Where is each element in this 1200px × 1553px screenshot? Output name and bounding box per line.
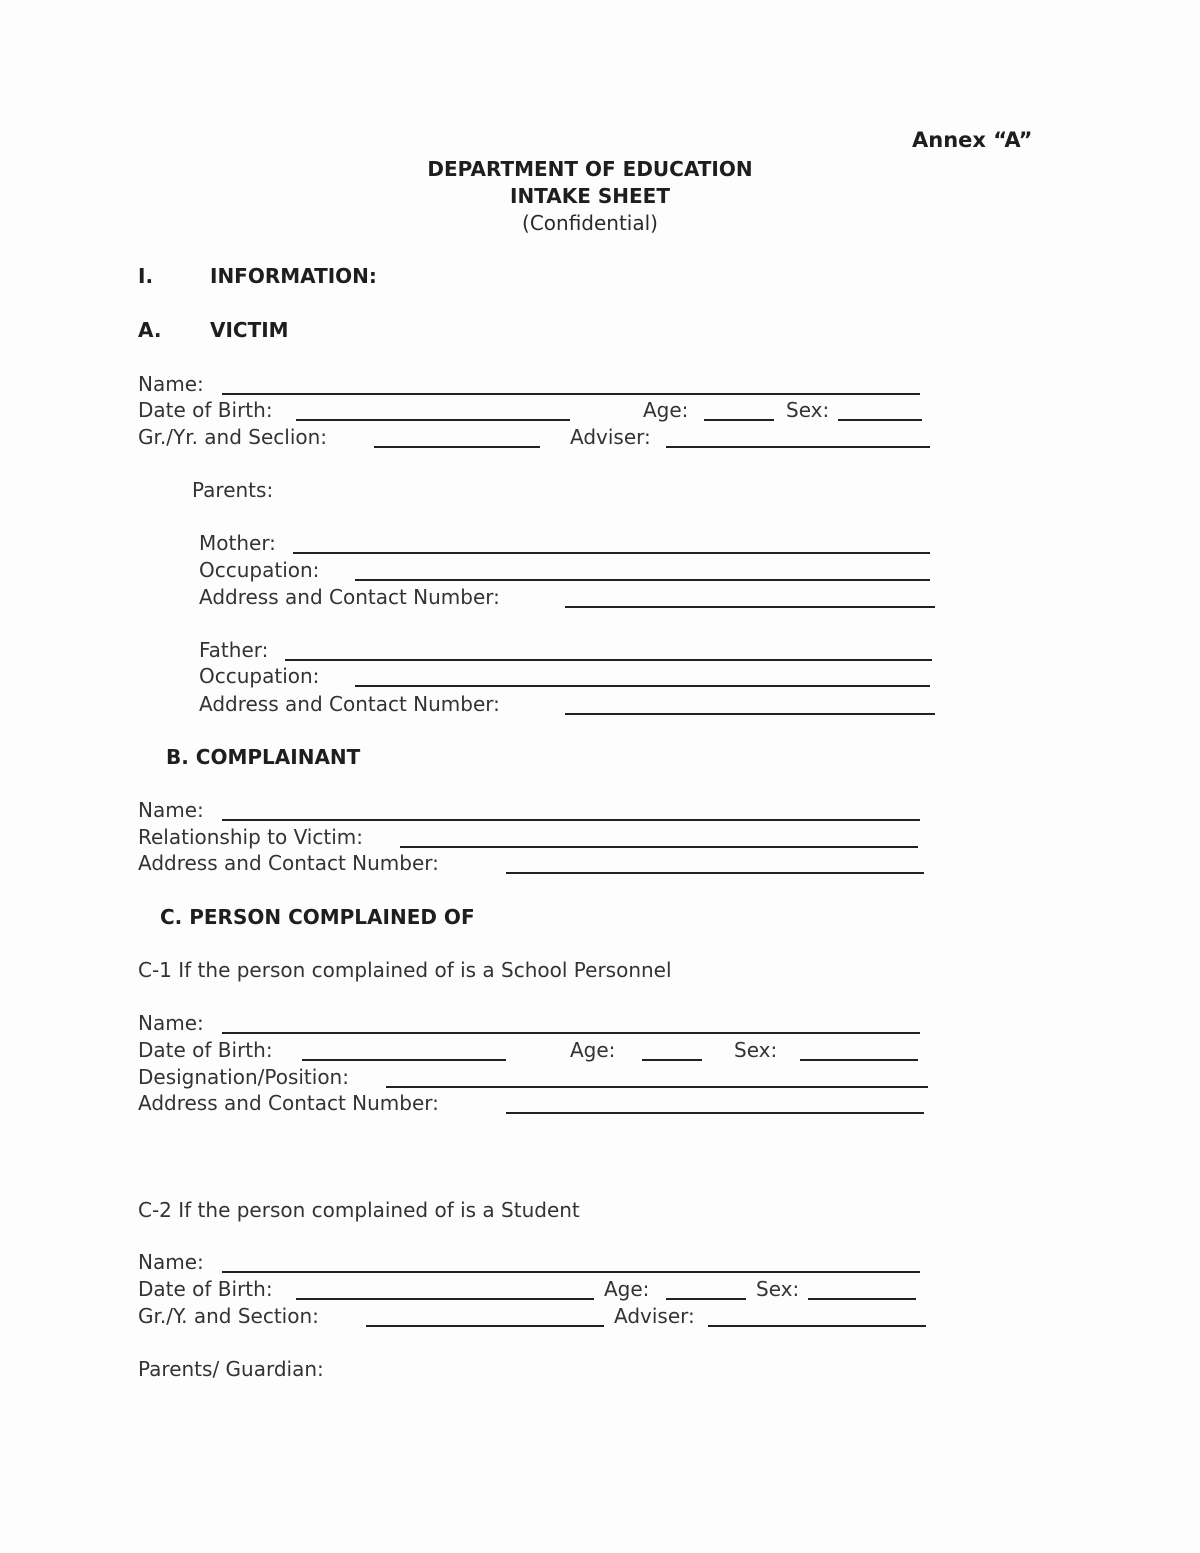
c1-name-field[interactable]	[222, 1032, 920, 1034]
mother-label: Mother:	[199, 531, 276, 555]
c2-adviser-field[interactable]	[708, 1325, 926, 1327]
complainant-heading: B. COMPLAINANT	[166, 745, 361, 769]
form-title: INTAKE SHEET	[510, 184, 670, 208]
victim-age-label: Age:	[643, 398, 689, 422]
complainant-address-label: Address and Contact Number:	[138, 851, 439, 875]
mother-address-label: Address and Contact Number:	[199, 585, 500, 609]
complainant-address-row	[138, 851, 938, 877]
mother-address-field[interactable]	[565, 606, 935, 608]
c2-dob-label: Date of Birth:	[138, 1277, 273, 1301]
c1-designation-row	[138, 1065, 938, 1091]
c2-sex-field[interactable]	[808, 1298, 916, 1300]
c2-age-label: Age:	[604, 1277, 650, 1301]
mother-occupation-field[interactable]	[355, 579, 930, 581]
c2-sex-label: Sex:	[756, 1277, 800, 1301]
c2-dob-row	[138, 1277, 938, 1303]
c2-name-label: Name:	[138, 1250, 204, 1274]
victim-grade-label: Gr./Yr. and Seclion:	[138, 425, 328, 449]
c2-age-field[interactable]	[666, 1298, 746, 1300]
mother-row	[199, 531, 939, 557]
mother-occupation-row	[199, 558, 939, 584]
victim-heading-title: VICTIM	[210, 318, 289, 342]
c2-parents-label: Parents/ Guardian:	[138, 1357, 324, 1381]
c2-name-field[interactable]	[222, 1271, 920, 1273]
relationship-field[interactable]	[400, 846, 918, 848]
c1-age-label: Age:	[570, 1038, 616, 1062]
mother-occupation-label: Occupation:	[199, 558, 320, 582]
c1-address-row	[138, 1091, 938, 1117]
c1-dob-label: Date of Birth:	[138, 1038, 273, 1062]
complainant-name-label: Name:	[138, 798, 204, 822]
victim-age-field[interactable]	[704, 419, 774, 421]
complainant-relationship-row	[138, 825, 938, 851]
victim-grade-field[interactable]	[374, 446, 540, 448]
confidential-note: (Confidential)	[522, 211, 658, 235]
victim-heading	[138, 318, 289, 342]
complainant-address-field[interactable]	[506, 872, 924, 874]
victim-sex-label: Sex:	[786, 398, 830, 422]
c1-address-field[interactable]	[506, 1112, 924, 1114]
c1-designation-label: Designation/Position:	[138, 1065, 349, 1089]
victim-name-row	[138, 372, 938, 398]
c1-address-label: Address and Contact Number:	[138, 1091, 439, 1115]
c1-name-row	[138, 1011, 938, 1037]
section-information-heading	[138, 264, 377, 288]
victim-heading-number: A.	[138, 318, 162, 342]
victim-grade-row	[138, 425, 938, 451]
c2-title: C-2 If the person complained of is a Student	[138, 1198, 580, 1222]
person-complained-heading: C. PERSON COMPLAINED OF	[160, 905, 475, 929]
department-heading: DEPARTMENT OF EDUCATION	[427, 157, 753, 181]
victim-dob-row	[138, 398, 938, 424]
victim-name-label: Name:	[138, 372, 204, 396]
father-address-label: Address and Contact Number:	[199, 692, 500, 716]
mother-field[interactable]	[293, 552, 930, 554]
c1-age-field[interactable]	[642, 1059, 702, 1061]
c1-designation-field[interactable]	[386, 1086, 928, 1088]
c1-name-label: Name:	[138, 1011, 204, 1035]
parents-label: Parents:	[192, 478, 274, 502]
c2-dob-field[interactable]	[296, 1298, 594, 1300]
section-number: I.	[138, 264, 154, 288]
father-field[interactable]	[285, 659, 932, 661]
victim-dob-field[interactable]	[296, 419, 570, 421]
father-occupation-label: Occupation:	[199, 664, 320, 688]
c2-grade-row	[138, 1304, 938, 1330]
annex-label: Annex “A”	[912, 128, 1033, 152]
victim-name-field[interactable]	[222, 393, 920, 395]
father-address-field[interactable]	[565, 713, 935, 715]
c1-sex-field[interactable]	[800, 1059, 918, 1061]
victim-adviser-label: Adviser:	[570, 425, 651, 449]
complainant-name-row	[138, 798, 938, 824]
father-row	[199, 638, 939, 664]
relationship-label: Relationship to Victim:	[138, 825, 363, 849]
c1-sex-label: Sex:	[734, 1038, 778, 1062]
c2-name-row	[138, 1250, 938, 1276]
c1-dob-row	[138, 1038, 938, 1064]
c2-adviser-label: Adviser:	[614, 1304, 695, 1328]
father-label: Father:	[199, 638, 269, 662]
father-occupation-row	[199, 664, 939, 690]
victim-sex-field[interactable]	[838, 419, 922, 421]
father-occupation-field[interactable]	[355, 685, 930, 687]
c1-dob-field[interactable]	[302, 1059, 506, 1061]
c2-grade-field[interactable]	[366, 1325, 604, 1327]
victim-dob-label: Date of Birth:	[138, 398, 273, 422]
mother-address-row	[199, 585, 939, 611]
c2-grade-label: Gr./Y. and Section:	[138, 1304, 319, 1328]
section-title: INFORMATION:	[210, 264, 377, 288]
victim-adviser-field[interactable]	[666, 446, 930, 448]
father-address-row	[199, 692, 939, 718]
c1-title: C-1 If the person complained of is a School Personnel	[138, 958, 672, 982]
complainant-name-field[interactable]	[222, 819, 920, 821]
